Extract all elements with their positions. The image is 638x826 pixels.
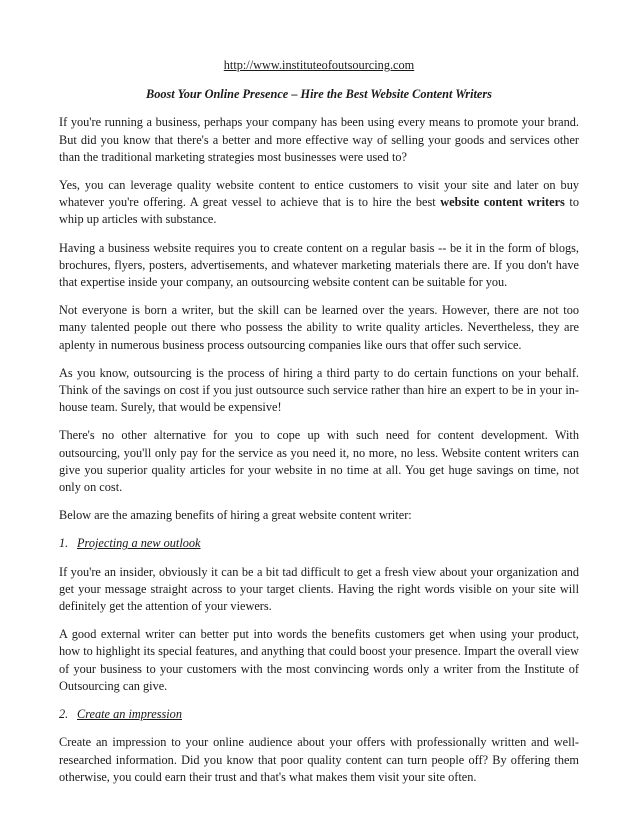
paragraph-4: Not everyone is born a writer, but the skill can be learned over the years. However, there are not too many talented people out there who possess the ability to write quality articles. Nevertheless, they are aplenty in numerous business process outsourcing companies like ours that offer such service. xyxy=(59,303,579,352)
paragraph-2 xyxy=(59,177,579,229)
paragraph-8: If you're an insider, obviously it can be a bit tad difficult to get a fresh view about your organization and get your message straight across to your target clients. Having the right words visible on your site will definitely get the attention of your viewers. xyxy=(59,564,579,614)
list-heading-2 xyxy=(59,706,579,723)
paragraph-6: There's no other alternative for you to cope up with such need for content development. With outsourcing, you'll only pay for the service as you need it, no more, no less. Website content writers can give you superior quality articles for your website in no time at all. You get huge savings on time, not only on cost. xyxy=(59,428,579,495)
paragraph-10: Create an impression to your online audience about your offers with professionally written and well-researched information. Did you know that poor quality content can turn people off? By offering them otherwise, you could earn their trust and that's what makes them visit your site often. xyxy=(59,735,579,784)
article-title: Boost Your Online Presence – Hire the Best Website Content Writers xyxy=(146,87,492,102)
list-heading-1 xyxy=(59,535,579,552)
paragraph-2-start: Yes, you can leverage quality website content to entice customers to visit your site and later on buy whatever you're offering. A great vessel to achieve that is to hire the best xyxy=(59,178,579,210)
paragraph-5: As you know, outsourcing is the process of hiring a third party to do certain functions on your behalf. Think of the savings on cost if you just outsource such service rather than hire an expert to be in your in-house team. Surely, that would be expensive! xyxy=(59,365,579,415)
source-url-link[interactable]: http://www.instituteofoutsourcing.com xyxy=(223,58,415,72)
paragraph-1: If you're running a business, perhaps your company has been using every means to promote your brand. But did you know that there's a better and more effective way of selling your goods and services other than the traditional marketing strategies most businesses were used to? xyxy=(59,115,579,164)
list-heading-1-text: Projecting a new outlook xyxy=(77,536,201,551)
paragraph-2-bold: website content writers xyxy=(440,195,565,210)
list-heading-2-text: Create an impression xyxy=(77,707,182,722)
paragraph-7: Below are the amazing benefits of hiring a great website content writer: xyxy=(59,508,412,523)
paragraph-2-end: to whip up articles with substance. xyxy=(59,195,579,227)
paragraph-3: Having a business website requires you to create content on a regular basis -- be it in the form of blogs, brochures, flyers, posters, advertisements, and whatever marketing materials there are. If you don't have that expertise inside your company, an outsourcing website content can be suitable for you. xyxy=(59,240,579,290)
source-url xyxy=(59,57,579,74)
list-heading-1-number: 1. xyxy=(59,536,69,551)
list-heading-2-number: 2. xyxy=(59,707,69,722)
paragraph-9: A good external writer can better put into words the benefits customers get when using your product, how to highlight its special features, and anything that could boost your presence. Impart the overall view of your business to your customers with the most convincing words only a writer from the Institute of Outsourcing can give. xyxy=(59,627,579,693)
